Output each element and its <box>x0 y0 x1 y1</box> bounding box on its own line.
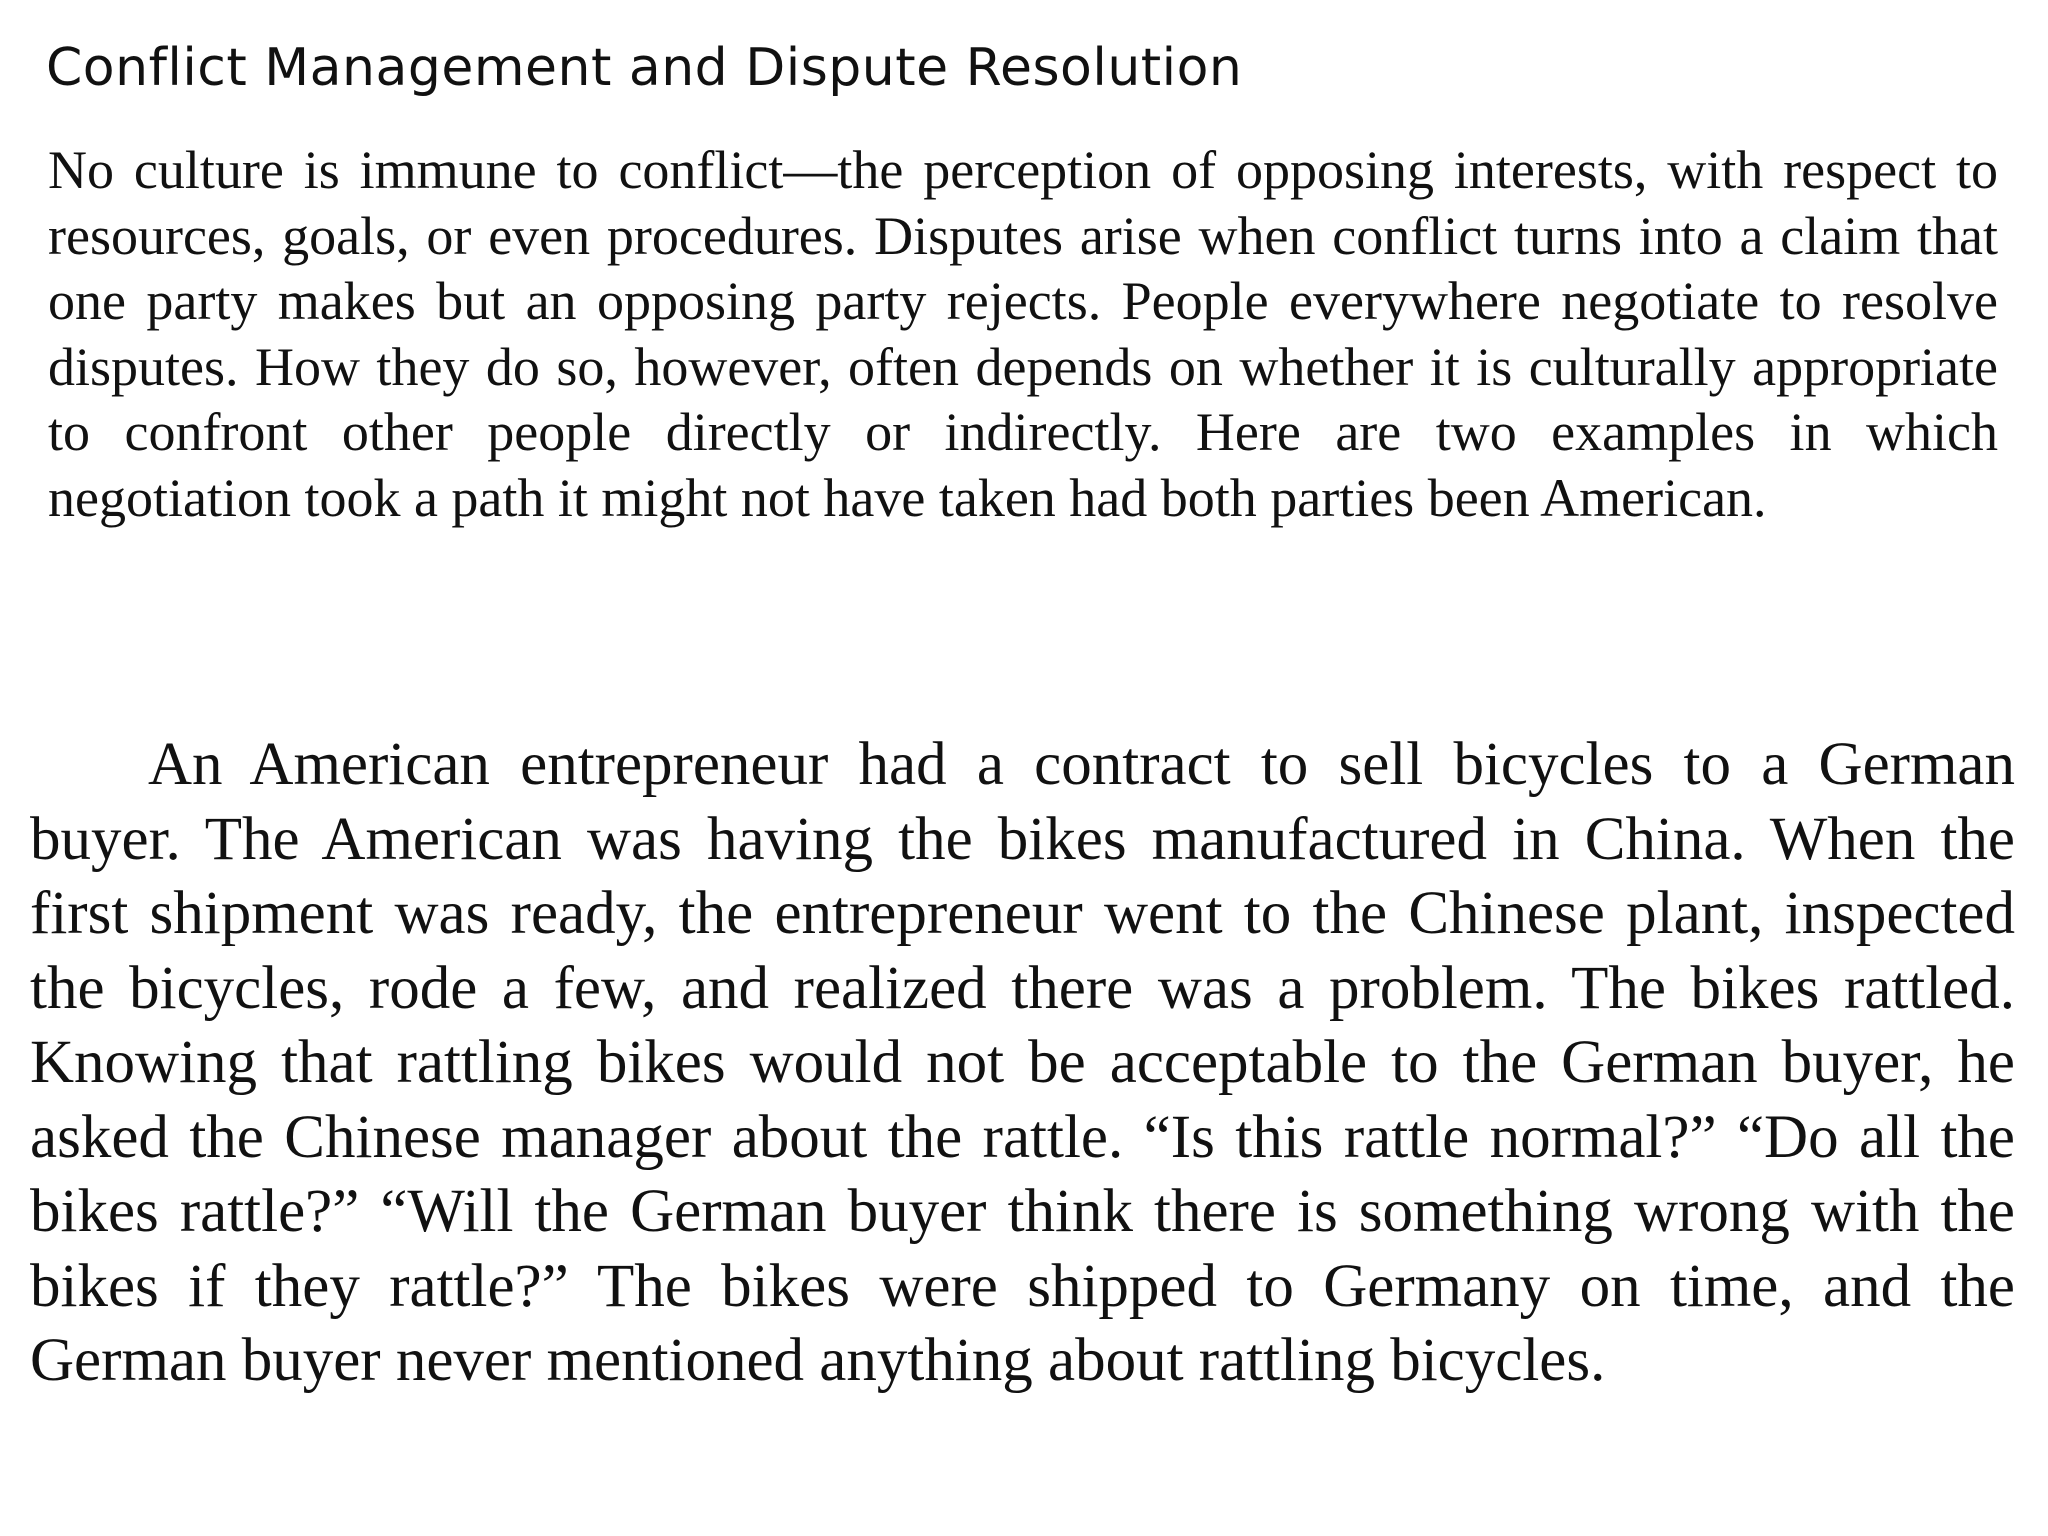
section-heading: Conflict Management and Dispute Resolution <box>46 38 1243 98</box>
paragraph-bicycle-example: An American entrepreneur had a contract to sell bicycles to a German buyer. The American was having the bikes manufactured in China. When the first shipment was ready, the entrepreneur went to the Chinese plant, inspected the bicycles, rode a few, and realized there was a problem. The bikes rattled. Knowing that rattling bikes would not be acceptable to the German buyer, he asked the Chinese manager about the rattle. “Is this rattle normal?” “Do all the bikes rattle?” “Will the German buyer think there is something wrong with the bikes if they rattle?” The bikes were shipped to Germany on time, and the German buyer never mentioned anything about rattling bicycles. <box>30 731 2015 1394</box>
paragraph-intro: No culture is immune to conflict—the perception of opposing interests, with respect to resources, goals, or even procedures. Disputes arise when conflict turns into a claim that one party makes but an opposing party rejects. People everywhere negotiate to resolve disputes. How they do so, however, often depends on whether it is culturally appropriate to confront other people directly or indirectly. Here are two examples in which negotiation took a path it might not have taken had both parties been American. <box>48 140 1998 528</box>
